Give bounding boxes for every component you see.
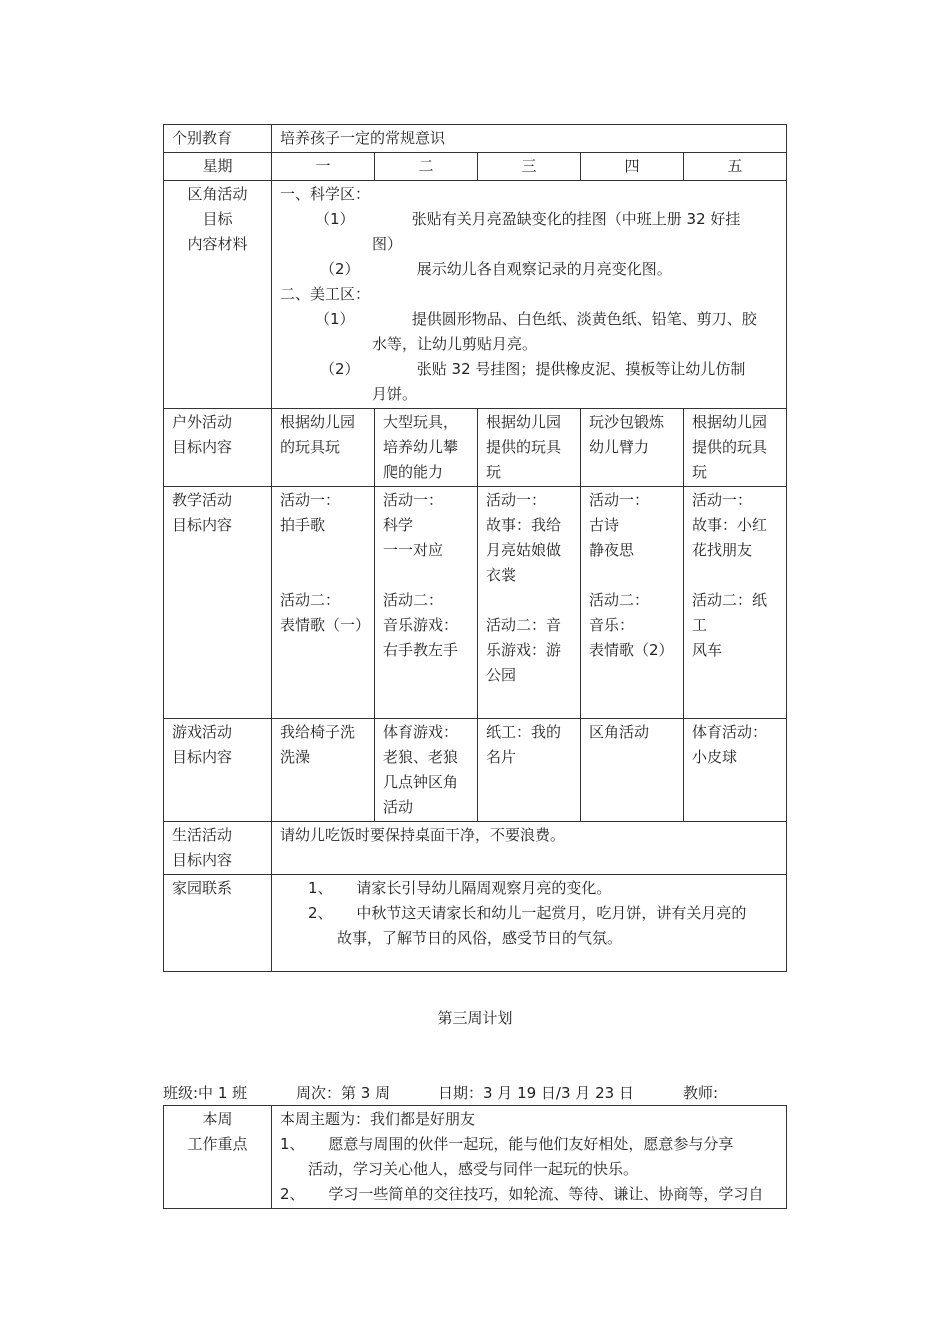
cell-line: 我给椅子洗: [280, 723, 356, 741]
corner-activity-label: [164, 181, 272, 409]
cell-line: 培养幼儿攀: [383, 438, 459, 456]
game-cell: [375, 719, 478, 822]
game-cell: [581, 719, 684, 822]
cell-line: 教学活动: [172, 491, 233, 509]
cell-line: 活动: [383, 798, 414, 816]
life-activity-text: 请幼儿吃饭时要保持桌面干净，不要浪费。: [272, 822, 787, 875]
cell-line: 右手教左手: [383, 641, 459, 659]
cell-line: 游戏活动: [172, 723, 233, 741]
date-info: 日期：3 月 19 日/3 月 23 日: [438, 1084, 634, 1102]
home-line: 故事，了解节日的风俗，感受节日的气氛。: [337, 929, 623, 947]
cell-line: 的玩具玩: [280, 438, 341, 456]
individual-education-text: 培养孩子一定的常规意识: [272, 125, 787, 153]
outdoor-cell: [581, 409, 684, 487]
cell-line: 活动一：: [486, 491, 547, 509]
outdoor-cell: [375, 409, 478, 487]
week3-meta: [163, 1080, 786, 1106]
cell-line: 活动二：: [589, 591, 650, 609]
cell-line: 活动二：音: [486, 616, 562, 634]
day-header: 一: [272, 153, 375, 181]
corner-line: 月饼。: [372, 385, 418, 403]
cell-line: 活动一：: [692, 491, 753, 509]
cell-line: 内容材料: [187, 235, 248, 253]
cell-line: 生活活动: [172, 826, 233, 844]
game-cell: [478, 719, 581, 822]
cell-line: 活动二：: [383, 591, 444, 609]
cell-line: 工: [692, 616, 708, 634]
cell-line: 体育游戏：: [383, 723, 459, 741]
life-activity-label: [164, 822, 272, 875]
cell-line: 根据幼儿园: [486, 413, 562, 431]
cell-line: 区角活动: [187, 185, 248, 203]
cell-line: 拍手歌: [280, 516, 326, 534]
cell-line: 活动一：: [280, 491, 341, 509]
cell-line: 风车: [692, 641, 723, 659]
cell-line: 静夜思: [589, 541, 635, 559]
cell-line: 洗澡: [280, 748, 311, 766]
cell-line: 公园: [486, 666, 517, 684]
focus-line: 1、 愿意与周围的伙伴一起玩，能与他们友好相处，愿意参与分享: [280, 1135, 734, 1153]
corner-line: （2） 展示幼儿各自观察记录的月亮变化图。: [320, 260, 672, 278]
cell-line: 古诗: [589, 516, 620, 534]
cell-line: 音乐：: [589, 616, 635, 634]
cell-line: 一一对应: [383, 541, 444, 559]
day-header: 四: [581, 153, 684, 181]
weekday-label: 星期: [164, 153, 272, 181]
cell-line: 目标内容: [172, 516, 233, 534]
outdoor-cell: [272, 409, 375, 487]
teacher-info: 教师:: [683, 1084, 719, 1102]
cell-line: 目标内容: [172, 748, 233, 766]
cell-line: 目标内容: [172, 851, 233, 869]
week3-plan-table: [163, 1105, 787, 1209]
home-line: 1、 请家长引导幼儿隔周观察月亮的变化。: [308, 879, 612, 897]
focus-line: 活动，学习关心他人，感受与同伴一起玩的快乐。: [308, 1160, 639, 1178]
cell-line: 提供的玩具: [692, 438, 768, 456]
week-info: 周次：第 3 周: [296, 1084, 391, 1102]
cell-line: 工作重点: [187, 1135, 248, 1153]
cell-line: 玩: [486, 463, 502, 481]
day-header: 五: [684, 153, 787, 181]
focus-line: 2、 学习一些简单的交往技巧，如轮流、等待、谦让、协商等，学习自: [280, 1185, 764, 1203]
week3-title: 第三周计划: [437, 1009, 513, 1027]
cell-line: 月亮姑娘做: [486, 541, 562, 559]
cell-line: 纸工：我的: [486, 723, 562, 741]
game-activity-label: [164, 719, 272, 822]
corner-line: 一、科学区：: [280, 185, 371, 203]
day-header: 三: [478, 153, 581, 181]
outdoor-cell: [684, 409, 787, 487]
cell-line: 名片: [486, 748, 517, 766]
cell-line: 户外活动: [172, 413, 233, 431]
cell-line: 本周: [202, 1110, 233, 1128]
teaching-cell: [581, 487, 684, 719]
corner-line: （2） 张贴 32 号挂图；提供橡皮泥、摸板等让幼儿仿制: [320, 360, 746, 378]
cell-line: 花找朋友: [692, 541, 753, 559]
cell-line: 小皮球: [692, 748, 738, 766]
cell-line: 表情歌（一）: [280, 616, 371, 634]
cell-line: 体育活动：: [692, 723, 768, 741]
cell-line: 目标内容: [172, 438, 233, 456]
cell-line: 目标: [202, 210, 233, 228]
cell-line: 活动一：: [589, 491, 650, 509]
week-plan-table: [163, 124, 787, 972]
teaching-cell: [375, 487, 478, 719]
cell-line: 科学: [383, 516, 414, 534]
home-contact-content: [272, 875, 787, 972]
cell-line: 玩: [692, 463, 708, 481]
cell-line: 幼儿臂力: [589, 438, 650, 456]
work-focus-content: [272, 1106, 787, 1209]
cell-line: 乐游戏：游: [486, 641, 562, 659]
teaching-cell: [684, 487, 787, 719]
cell-line: 根据幼儿园: [692, 413, 768, 431]
corner-line: 图）: [372, 235, 403, 253]
outdoor-activity-label: [164, 409, 272, 487]
focus-line: 本周主题为：我们都是好朋友: [280, 1110, 476, 1128]
cell-line: 提供的玩具: [486, 438, 562, 456]
class-info: 班级:中 1 班: [163, 1084, 248, 1102]
work-focus-label: [164, 1106, 272, 1209]
cell-line: 区角活动: [589, 723, 650, 741]
corner-line: 二、美工区：: [280, 285, 371, 303]
home-line: 2、 中秋节这天请家长和幼儿一起赏月，吃月饼，讲有关月亮的: [308, 904, 747, 922]
day-header: 二: [375, 153, 478, 181]
cell-line: 几点钟区角: [383, 773, 459, 791]
cell-line: 故事：小红: [692, 516, 768, 534]
cell-line: 衣裳: [486, 566, 517, 584]
corner-line: （1） 提供圆形物品、白色纸、淡黄色纸、铅笔、剪刀、胶: [315, 310, 757, 328]
home-contact-label: 家园联系: [164, 875, 272, 972]
corner-line: 水等，让幼儿剪贴月亮。: [372, 335, 538, 353]
cell-line: 玩沙包锻炼: [589, 413, 665, 431]
teaching-activity-label: [164, 487, 272, 719]
outdoor-cell: [478, 409, 581, 487]
corner-line: （1） 张贴有关月亮盈缺变化的挂图（中班上册 32 好挂: [315, 210, 741, 228]
cell-line: 大型玩具，: [383, 413, 459, 431]
cell-line: 音乐游戏：: [383, 616, 459, 634]
teaching-cell: [272, 487, 375, 719]
game-cell: [684, 719, 787, 822]
cell-line: 爬的能力: [383, 463, 444, 481]
individual-education-label: 个别教育: [164, 125, 272, 153]
cell-line: 活动二：: [280, 591, 341, 609]
cell-line: 表情歌（2）: [589, 641, 674, 659]
corner-activity-content: [272, 181, 787, 409]
cell-line: 活动二：纸: [692, 591, 768, 609]
cell-line: 活动一：: [383, 491, 444, 509]
cell-line: 老狼、老狼: [383, 748, 459, 766]
teaching-cell: [478, 487, 581, 719]
cell-line: 根据幼儿园: [280, 413, 356, 431]
game-cell: [272, 719, 375, 822]
cell-line: 故事：我给: [486, 516, 562, 534]
